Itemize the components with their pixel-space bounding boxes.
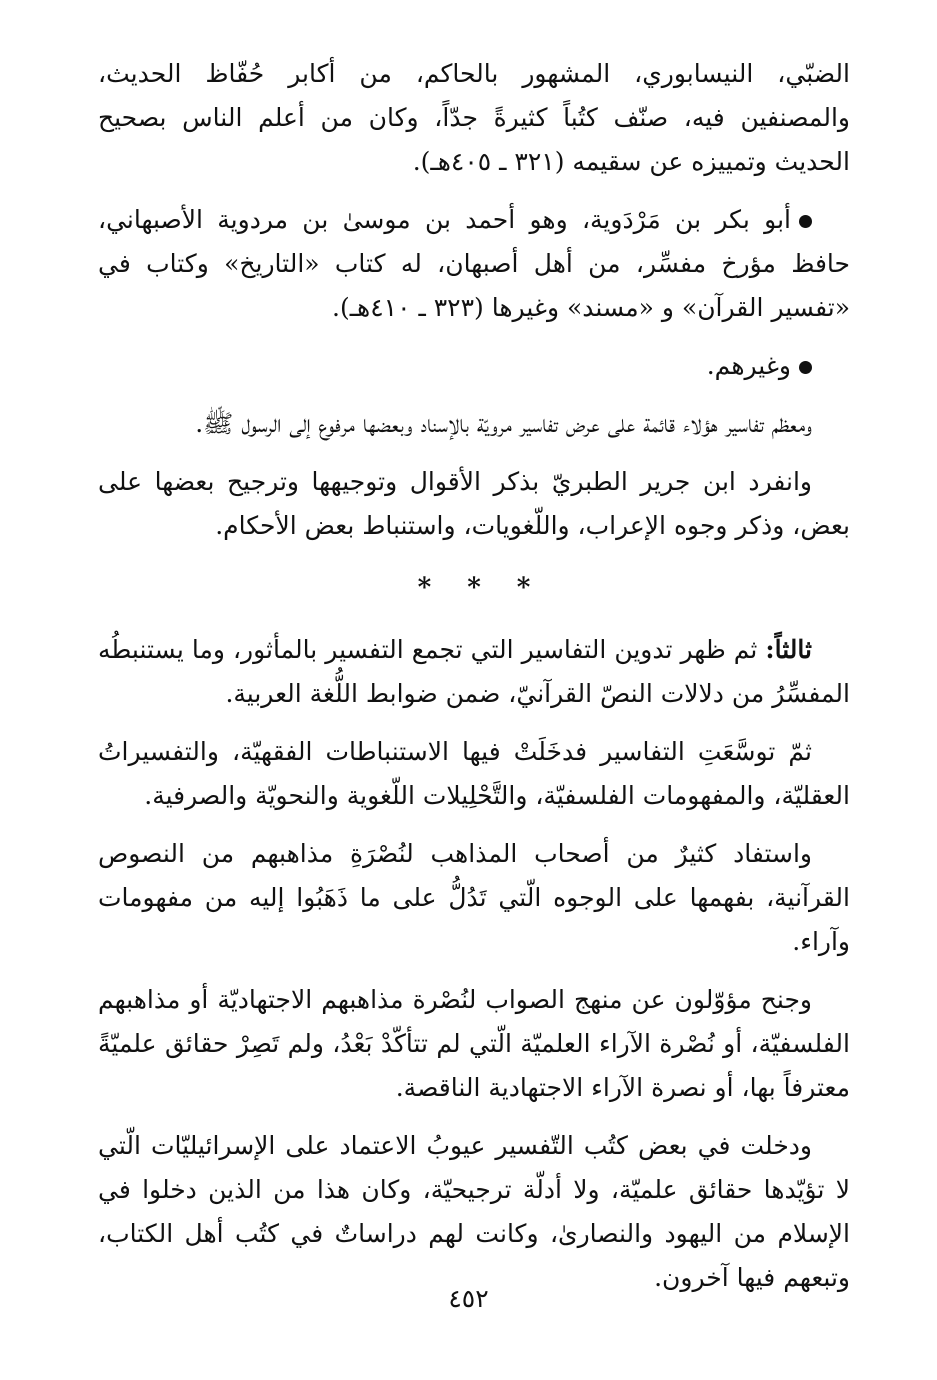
- bullet-icon: [799, 215, 812, 228]
- paragraph-interpreters: وجنح مؤوّلون عن منهج الصواب لنُصْرة مذاهبهم الاجتهاديّة أو مذاهبهم الفلسفيّة، أو نُصْرة الآراء العلميّة الّتي لم تتأكّدْ بَعْدُ، ولم تَصِرْ حقائق علميّةً معترفاً بها، أو نصرة الآراء الاجتهادية الناقصة.: [98, 985, 850, 1102]
- bullet-text: أبو بكر بن مَرْدَوية، وهو أحمد بن موسىٰ بن مردوية الأصبهاني، حافظ مؤرخ مفسِّر، من أهل أصبهان، له كتاب «التاريخ» وكتاب في «تفسير القرآن» و «مسند» وغيرها (٣٢٣ ـ ٤١٠هـ).: [98, 205, 850, 322]
- bullet-item-others: [98, 344, 850, 388]
- bullet-item-ibn-mardawayh: [98, 198, 850, 330]
- paragraph-lead: ثالثاً:: [765, 635, 812, 664]
- paragraph-tabari: وانفرد ابن جرير الطبريّ بذكر الأقوال وتوجيهها وترجيح بعضها على بعض، وذكر وجوه الإعراب، واللّغويات، واستنباط بعض الأحكام.: [98, 467, 850, 540]
- paragraph-schools: واستفاد كثيرٌ من أصحاب المذاهب لنُصْرَةِ مذاهبهم من النصوص القرآنية، بفهمها على الوجوه الّتي تَدُلُّ على ما ذَهَبُوا إليه من مفهومات وآراء.: [98, 839, 850, 956]
- separator-star: *: [516, 573, 531, 603]
- paragraph-text: ثم ظهر تدوين التفاسير التي تجمع التفسير بالمأثور، وما يستنبطُه المفسِّرُ من دلالات النصّ القرآنيّ، ضمن ضوابط اللُّغة العربية.: [98, 635, 850, 708]
- section-separator: [98, 566, 850, 610]
- separator-star: *: [417, 573, 432, 603]
- paragraph-continuation: الضبّي، النيسابوري، المشهور بالحاكم، من أكابر حُفّاظ الحديث، والمصنفين فيه، صنّف كتُباً كثيرةً جدّاً، وكان من أعلم الناس بصحيح الحديث وتمييزه عن سقيمه (٣٢١ ـ ٤٠٥هـ).: [98, 59, 850, 176]
- paragraph-tafsir-narrated: ومعظم تفاسير هؤلاء قائمة على عرض تفاسير مرويّة بالإسناد وبعضها مرفوع إلى الرسول ﷺ.: [195, 409, 812, 438]
- page-number: ٤٥٢: [448, 1284, 489, 1313]
- bullet-text: وغيرهم.: [706, 351, 791, 380]
- separator-star: *: [467, 573, 481, 603]
- bullet-icon: [799, 361, 812, 374]
- paragraph-expansion: ثمّ توسَّعَتِ التفاسير فدخَلَتْ فيها الاستنباطات الفقهيّة، والتفسيراتُ العقليّة، والمفهومات الفلسفيّة، والتَّحْلِيلات اللّغوية والنحويّة والصرفية.: [98, 737, 850, 810]
- page-body: [98, 52, 850, 1342]
- paragraph-thirdly: [98, 628, 850, 716]
- paragraph-israiliyyat: ودخلت في بعض كتُب التّفسير عيوبُ الاعتماد على الإسرائيليّات الّتي لا تؤيّدها حقائق علميّة، ولا أدلّة ترجيحيّة، وكان هذا من الذين دخلوا في الإسلام من اليهود والنصارىٰ، وكانت لهم دراساتٌ في كتُب أهل الكتاب، وتبعهم فيها آخرون.: [98, 1131, 850, 1292]
